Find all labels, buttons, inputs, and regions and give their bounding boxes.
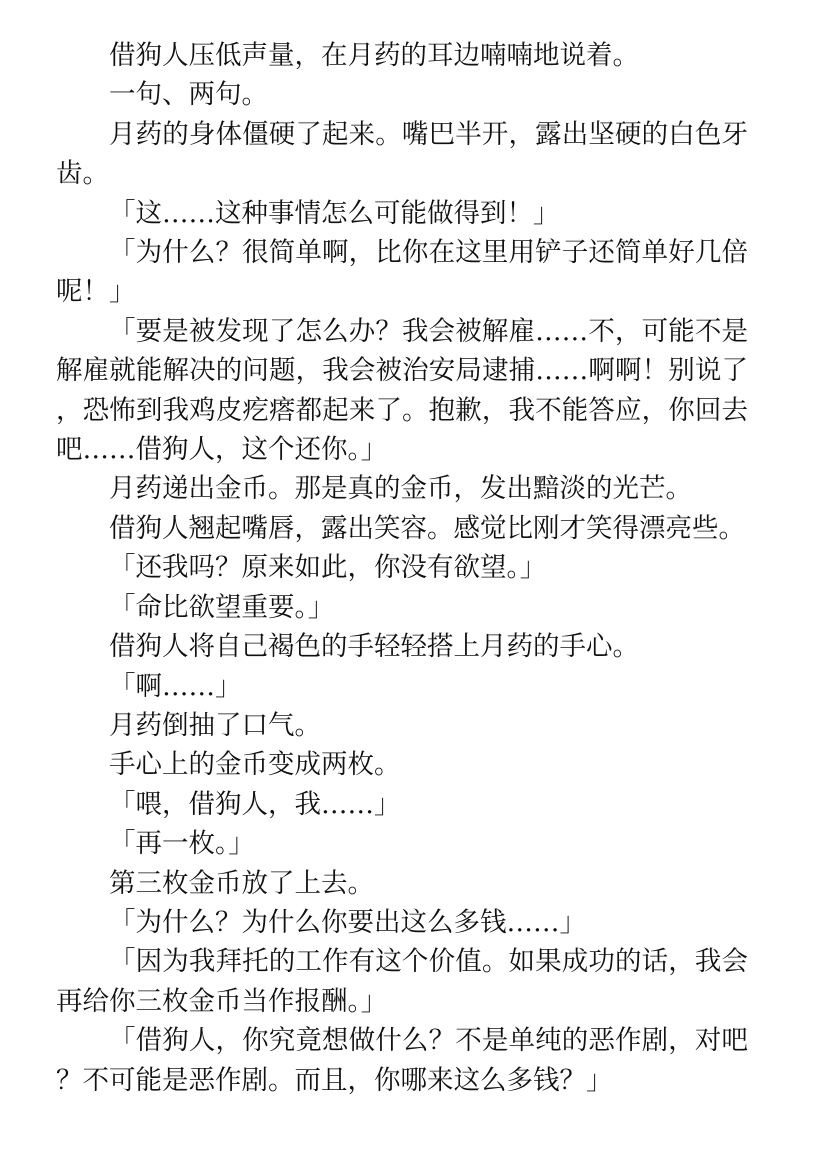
paragraph-13: 月药倒抽了口气。 [109, 709, 321, 741]
paragraph-16: 「再一枚。」 [109, 828, 255, 860]
paragraph-19: 「因为我拜托的工作有这个价值。如果成功的话，我会再给你三枚金币当作报酬。」 [56, 946, 748, 1017]
novel-page-text [56, 36, 748, 1100]
paragraph-18: 「为什么？为什么你要出这么多钱……」 [109, 906, 586, 938]
paragraph-7: 月药递出金币。那是真的金币，发出黯淡的光芒。 [109, 473, 692, 505]
paragraph-4: 「这……这种事情怎么可能做得到！」 [109, 197, 560, 229]
paragraph-15: 「喂，借狗人，我……」 [109, 788, 401, 820]
paragraph-17: 第三枚金币放了上去。 [109, 867, 374, 899]
paragraph-12: 「啊……」 [109, 670, 242, 702]
paragraph-6: 「要是被发现了怎么办？我会被解雇……不，可能不是解雇就能解决的问题，我会被治安局逮捕……啊啊！别说了，恐怖到我鸡皮疙瘩都起来了。抱歉，我不能答应，你回去吧……借狗人，这个还你。」 [56, 315, 748, 466]
paragraph-11: 借狗人将自己褐色的手轻轻搭上月药的手心。 [109, 631, 639, 663]
paragraph-8: 借狗人翘起嘴唇，露出笑容。感觉比刚才笑得漂亮些。 [109, 512, 745, 544]
paragraph-20: 「借狗人，你究竟想做什么？不是单纯的恶作剧，对吧？不可能是恶作剧。而且，你哪来这么多钱？」 [56, 1025, 748, 1096]
paragraph-9: 「还我吗？原来如此，你没有欲望。」 [109, 552, 547, 584]
paragraph-1: 借狗人压低声量，在月药的耳边喃喃地说着。 [109, 40, 639, 71]
paragraph-2: 一句、两句。 [109, 79, 268, 111]
paragraph-10: 「命比欲望重要。」 [109, 591, 335, 623]
paragraph-5: 「为什么？很简单啊，比你在这里用铲子还简单好几倍呢！」 [56, 237, 748, 308]
paragraph-3: 月药的身体僵硬了起来。嘴巴半开，露出坚硬的白色牙齿。 [56, 118, 748, 190]
paragraph-14: 手心上的金币变成两枚。 [109, 749, 401, 781]
